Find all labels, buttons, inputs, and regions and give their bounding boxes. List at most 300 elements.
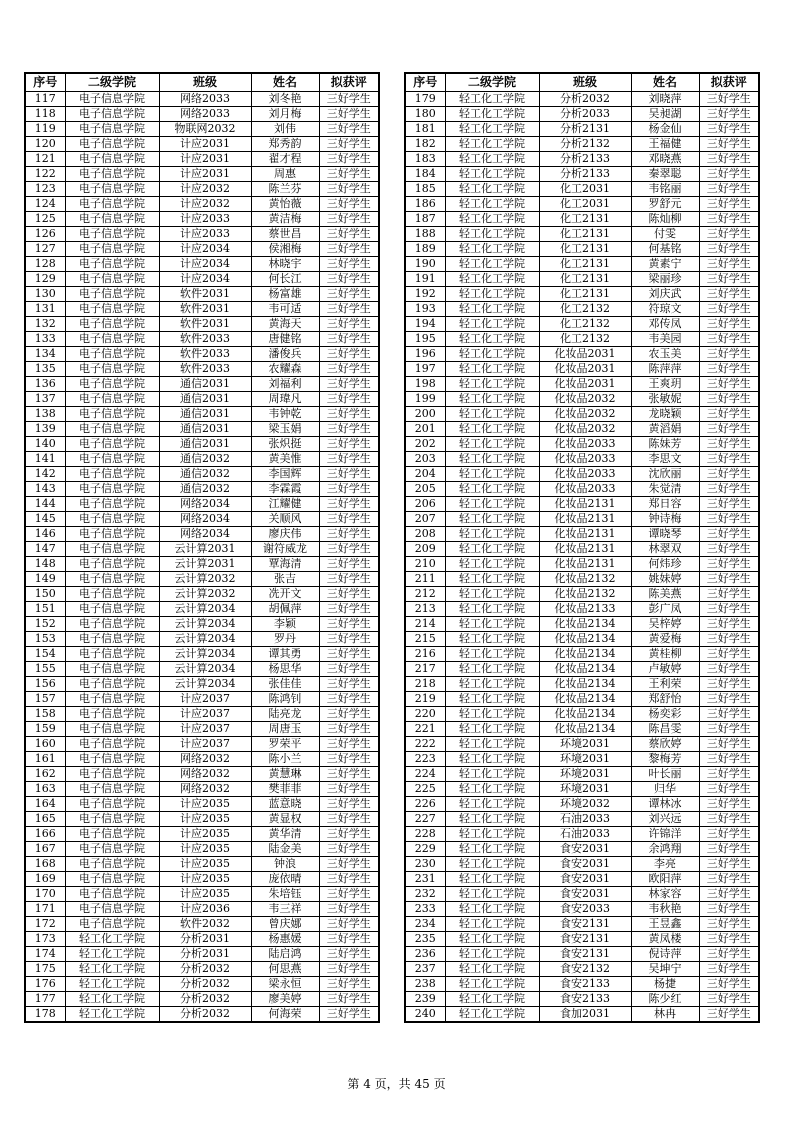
- cell-seq: 228: [405, 827, 445, 842]
- cell-college: 电子信息学院: [65, 452, 159, 467]
- cell-award: 三好学生: [699, 242, 759, 257]
- cell-college: 轻工化工学院: [65, 962, 159, 977]
- cell-college: 轻工化工学院: [445, 497, 539, 512]
- cell-award: 三好学生: [699, 977, 759, 992]
- cell-name: 何炜珍: [631, 557, 699, 572]
- cell-seq: 152: [25, 617, 65, 632]
- table-row: [25, 647, 379, 662]
- cell-name: 罗舒元: [631, 197, 699, 212]
- cell-class: 分析2031: [159, 947, 251, 962]
- cell-class: 计应2037: [159, 707, 251, 722]
- table-row: [405, 767, 759, 782]
- cell-college: 电子信息学院: [65, 92, 159, 107]
- cell-name: 谭其勇: [251, 647, 319, 662]
- cell-name: 陈萍萍: [631, 362, 699, 377]
- cell-college: 电子信息学院: [65, 617, 159, 632]
- cell-class: 分析2032: [539, 92, 631, 107]
- cell-award: 三好学生: [319, 392, 379, 407]
- header-name: 姓名: [631, 73, 699, 92]
- right-table: [404, 72, 760, 1023]
- cell-name: 谭晓琴: [631, 527, 699, 542]
- cell-name: 冼开文: [251, 587, 319, 602]
- cell-college: 轻工化工学院: [445, 317, 539, 332]
- cell-seq: 225: [405, 782, 445, 797]
- cell-award: 三好学生: [699, 482, 759, 497]
- cell-name: 陆启鸿: [251, 947, 319, 962]
- cell-seq: 168: [25, 857, 65, 872]
- cell-college: 电子信息学院: [65, 257, 159, 272]
- cell-class: 化妆品2033: [539, 437, 631, 452]
- cell-college: 轻工化工学院: [445, 257, 539, 272]
- cell-name: 郑日容: [631, 497, 699, 512]
- cell-class: 计应2036: [159, 902, 251, 917]
- cell-college: 电子信息学院: [65, 152, 159, 167]
- cell-award: 三好学生: [319, 107, 379, 122]
- cell-name: 韦可适: [251, 302, 319, 317]
- table-row: [25, 587, 379, 602]
- cell-class: 化妆品2032: [539, 422, 631, 437]
- cell-award: 三好学生: [319, 962, 379, 977]
- cell-name: 黄爱梅: [631, 632, 699, 647]
- cell-class: 化妆品2031: [539, 362, 631, 377]
- cell-college: 轻工化工学院: [445, 422, 539, 437]
- table-row: [405, 107, 759, 122]
- cell-class: 分析2032: [159, 977, 251, 992]
- cell-seq: 223: [405, 752, 445, 767]
- table-row: [405, 962, 759, 977]
- table-row: [25, 197, 379, 212]
- cell-college: 电子信息学院: [65, 572, 159, 587]
- cell-college: 轻工化工学院: [445, 827, 539, 842]
- cell-class: 分析2031: [159, 932, 251, 947]
- cell-class: 计应2031: [159, 137, 251, 152]
- cell-seq: 227: [405, 812, 445, 827]
- table-row: [25, 497, 379, 512]
- cell-class: 网络2033: [159, 92, 251, 107]
- cell-seq: 148: [25, 557, 65, 572]
- cell-award: 三好学生: [319, 257, 379, 272]
- cell-name: 黄凤楼: [631, 932, 699, 947]
- cell-class: 网络2034: [159, 527, 251, 542]
- cell-college: 电子信息学院: [65, 107, 159, 122]
- cell-seq: 224: [405, 767, 445, 782]
- cell-award: 三好学生: [699, 812, 759, 827]
- cell-seq: 124: [25, 197, 65, 212]
- cell-name: 王爽玥: [631, 377, 699, 392]
- table-row: [405, 917, 759, 932]
- cell-seq: 119: [25, 122, 65, 137]
- cell-class: 云计算2034: [159, 662, 251, 677]
- table-row: [25, 557, 379, 572]
- table-row: [25, 512, 379, 527]
- cell-seq: 200: [405, 407, 445, 422]
- cell-class: 化工2132: [539, 317, 631, 332]
- header-seq: 序号: [405, 73, 445, 92]
- table-row: [405, 512, 759, 527]
- cell-seq: 146: [25, 527, 65, 542]
- cell-class: 环境2031: [539, 782, 631, 797]
- cell-award: 三好学生: [319, 197, 379, 212]
- cell-class: 通信2032: [159, 482, 251, 497]
- cell-name: 张吉: [251, 572, 319, 587]
- table-row: [405, 527, 759, 542]
- cell-award: 三好学生: [699, 632, 759, 647]
- cell-name: 蔡欣婷: [631, 737, 699, 752]
- cell-award: 三好学生: [319, 542, 379, 557]
- cell-name: 谭林冰: [631, 797, 699, 812]
- cell-award: 三好学生: [319, 92, 379, 107]
- table-row: [25, 107, 379, 122]
- table-row: [405, 872, 759, 887]
- cell-award: 三好学生: [319, 167, 379, 182]
- cell-award: 三好学生: [699, 227, 759, 242]
- cell-name: 王昱鑫: [631, 917, 699, 932]
- cell-college: 电子信息学院: [65, 362, 159, 377]
- cell-name: 杨富雄: [251, 287, 319, 302]
- table-row: [405, 692, 759, 707]
- cell-college: 轻工化工学院: [445, 467, 539, 482]
- cell-name: 何长江: [251, 272, 319, 287]
- cell-award: 三好学生: [699, 257, 759, 272]
- table-row: [405, 317, 759, 332]
- cell-award: 三好学生: [319, 512, 379, 527]
- cell-college: 轻工化工学院: [445, 872, 539, 887]
- table-row: [405, 152, 759, 167]
- cell-college: 轻工化工学院: [445, 962, 539, 977]
- cell-college: 电子信息学院: [65, 437, 159, 452]
- cell-name: 侯湘梅: [251, 242, 319, 257]
- cell-college: 电子信息学院: [65, 122, 159, 137]
- cell-class: 通信2031: [159, 392, 251, 407]
- cell-name: 刘月梅: [251, 107, 319, 122]
- cell-college: 电子信息学院: [65, 377, 159, 392]
- table-row: [25, 782, 379, 797]
- cell-name: 刘冬艳: [251, 92, 319, 107]
- cell-seq: 218: [405, 677, 445, 692]
- cell-seq: 192: [405, 287, 445, 302]
- cell-class: 化妆品2134: [539, 647, 631, 662]
- cell-name: 黄怡薇: [251, 197, 319, 212]
- cell-seq: 135: [25, 362, 65, 377]
- cell-name: 郑秀韵: [251, 137, 319, 152]
- cell-college: 轻工化工学院: [445, 557, 539, 572]
- table-row: [405, 302, 759, 317]
- cell-class: 化妆品2031: [539, 377, 631, 392]
- cell-seq: 185: [405, 182, 445, 197]
- cell-award: 三好学生: [319, 917, 379, 932]
- cell-class: 化妆品2131: [539, 512, 631, 527]
- cell-class: 化妆品2132: [539, 572, 631, 587]
- cell-class: 食安2131: [539, 917, 631, 932]
- table-row: [405, 617, 759, 632]
- cell-name: 杨捷: [631, 977, 699, 992]
- cell-college: 轻工化工学院: [445, 1007, 539, 1023]
- table-row: [405, 887, 759, 902]
- cell-class: 化工2131: [539, 272, 631, 287]
- cell-seq: 138: [25, 407, 65, 422]
- cell-college: 电子信息学院: [65, 782, 159, 797]
- cell-seq: 208: [405, 527, 445, 542]
- cell-name: 陈鸿钊: [251, 692, 319, 707]
- cell-award: 三好学生: [319, 707, 379, 722]
- cell-award: 三好学生: [699, 932, 759, 947]
- cell-seq: 157: [25, 692, 65, 707]
- cell-college: 轻工化工学院: [445, 692, 539, 707]
- cell-name: 朱觉清: [631, 482, 699, 497]
- cell-award: 三好学生: [319, 1007, 379, 1023]
- cell-class: 环境2031: [539, 767, 631, 782]
- cell-seq: 173: [25, 932, 65, 947]
- cell-college: 电子信息学院: [65, 707, 159, 722]
- cell-name: 黄慧琳: [251, 767, 319, 782]
- table-row: [25, 527, 379, 542]
- cell-seq: 131: [25, 302, 65, 317]
- cell-award: 三好学生: [319, 662, 379, 677]
- cell-name: 陈灿柳: [631, 212, 699, 227]
- cell-award: 三好学生: [319, 452, 379, 467]
- cell-name: 周唐玉: [251, 722, 319, 737]
- cell-name: 张炽挺: [251, 437, 319, 452]
- cell-seq: 201: [405, 422, 445, 437]
- cell-college: 轻工化工学院: [445, 902, 539, 917]
- cell-class: 通信2031: [159, 422, 251, 437]
- cell-college: 电子信息学院: [65, 602, 159, 617]
- cell-award: 三好学生: [319, 407, 379, 422]
- cell-class: 计应2033: [159, 212, 251, 227]
- cell-class: 化妆品2033: [539, 482, 631, 497]
- table-row: [25, 602, 379, 617]
- cell-seq: 164: [25, 797, 65, 812]
- cell-college: 轻工化工学院: [445, 782, 539, 797]
- table-row: [405, 332, 759, 347]
- cell-college: 轻工化工学院: [445, 197, 539, 212]
- cell-seq: 202: [405, 437, 445, 452]
- table-row: [405, 992, 759, 1007]
- cell-seq: 130: [25, 287, 65, 302]
- cell-award: 三好学生: [699, 362, 759, 377]
- table-row: [25, 857, 379, 872]
- cell-college: 电子信息学院: [65, 512, 159, 527]
- cell-college: 电子信息学院: [65, 527, 159, 542]
- cell-college: 电子信息学院: [65, 167, 159, 182]
- table-row: [25, 977, 379, 992]
- table-row: [405, 557, 759, 572]
- cell-name: 刘兴远: [631, 812, 699, 827]
- cell-seq: 205: [405, 482, 445, 497]
- cell-class: 计应2033: [159, 227, 251, 242]
- header-class: 班级: [539, 73, 631, 92]
- table-row: [25, 167, 379, 182]
- cell-award: 三好学生: [699, 692, 759, 707]
- cell-college: 轻工化工学院: [445, 167, 539, 182]
- cell-seq: 232: [405, 887, 445, 902]
- cell-award: 三好学生: [699, 287, 759, 302]
- cell-award: 三好学生: [699, 497, 759, 512]
- cell-award: 三好学生: [319, 422, 379, 437]
- cell-seq: 239: [405, 992, 445, 1007]
- cell-name: 梁玉娟: [251, 422, 319, 437]
- cell-name: 农玉美: [631, 347, 699, 362]
- cell-class: 计应2035: [159, 842, 251, 857]
- cell-class: 云计算2031: [159, 557, 251, 572]
- cell-college: 电子信息学院: [65, 797, 159, 812]
- table-row: [25, 317, 379, 332]
- cell-name: 欧阳萍: [631, 872, 699, 887]
- cell-seq: 141: [25, 452, 65, 467]
- cell-seq: 174: [25, 947, 65, 962]
- cell-college: 轻工化工学院: [445, 137, 539, 152]
- cell-college: 电子信息学院: [65, 227, 159, 242]
- cell-seq: 156: [25, 677, 65, 692]
- cell-college: 电子信息学院: [65, 542, 159, 557]
- table-row: [405, 137, 759, 152]
- cell-seq: 219: [405, 692, 445, 707]
- table-row: [405, 167, 759, 182]
- cell-class: 化工2031: [539, 182, 631, 197]
- table-row: [405, 947, 759, 962]
- cell-class: 化工2132: [539, 302, 631, 317]
- cell-seq: 145: [25, 512, 65, 527]
- cell-seq: 155: [25, 662, 65, 677]
- cell-class: 云计算2032: [159, 572, 251, 587]
- cell-class: 物联网2032: [159, 122, 251, 137]
- cell-college: 电子信息学院: [65, 677, 159, 692]
- cell-seq: 158: [25, 707, 65, 722]
- cell-class: 化妆品2134: [539, 707, 631, 722]
- cell-class: 化工2132: [539, 332, 631, 347]
- cell-seq: 166: [25, 827, 65, 842]
- cell-seq: 191: [405, 272, 445, 287]
- cell-award: 三好学生: [699, 587, 759, 602]
- header-award: 拟获评: [319, 73, 379, 92]
- cell-class: 云计算2034: [159, 617, 251, 632]
- cell-class: 计应2035: [159, 797, 251, 812]
- table-row: [25, 737, 379, 752]
- table-row: [405, 497, 759, 512]
- cell-seq: 222: [405, 737, 445, 752]
- cell-award: 三好学生: [319, 872, 379, 887]
- table-row: [405, 362, 759, 377]
- cell-class: 通信2031: [159, 407, 251, 422]
- cell-seq: 195: [405, 332, 445, 347]
- cell-college: 轻工化工学院: [445, 842, 539, 857]
- cell-college: 轻工化工学院: [445, 212, 539, 227]
- table-row: [405, 977, 759, 992]
- cell-class: 计应2031: [159, 152, 251, 167]
- cell-seq: 151: [25, 602, 65, 617]
- cell-award: 三好学生: [319, 347, 379, 362]
- cell-class: 网络2032: [159, 782, 251, 797]
- cell-college: 轻工化工学院: [445, 227, 539, 242]
- cell-class: 计应2032: [159, 182, 251, 197]
- cell-award: 三好学生: [319, 497, 379, 512]
- cell-class: 通信2031: [159, 377, 251, 392]
- cell-name: 黄华清: [251, 827, 319, 842]
- cell-name: 杨惠媛: [251, 932, 319, 947]
- cell-seq: 226: [405, 797, 445, 812]
- table-row: [405, 707, 759, 722]
- cell-class: 食安2133: [539, 992, 631, 1007]
- cell-college: 轻工化工学院: [445, 947, 539, 962]
- cell-seq: 127: [25, 242, 65, 257]
- cell-class: 云计算2034: [159, 602, 251, 617]
- cell-class: 化工2131: [539, 287, 631, 302]
- cell-name: 杨奕彩: [631, 707, 699, 722]
- table-row: [405, 452, 759, 467]
- table-row: [25, 902, 379, 917]
- cell-name: 符琼文: [631, 302, 699, 317]
- cell-college: 轻工化工学院: [445, 392, 539, 407]
- cell-college: 轻工化工学院: [445, 677, 539, 692]
- cell-college: 轻工化工学院: [445, 287, 539, 302]
- cell-award: 三好学生: [699, 212, 759, 227]
- cell-seq: 177: [25, 992, 65, 1007]
- table-row: [405, 377, 759, 392]
- cell-award: 三好学生: [699, 377, 759, 392]
- cell-name: 樊菲菲: [251, 782, 319, 797]
- cell-award: 三好学生: [699, 317, 759, 332]
- cell-award: 三好学生: [319, 977, 379, 992]
- cell-college: 轻工化工学院: [445, 617, 539, 632]
- table-row: [25, 377, 379, 392]
- cell-class: 化妆品2132: [539, 587, 631, 602]
- cell-award: 三好学生: [319, 137, 379, 152]
- cell-award: 三好学生: [699, 842, 759, 857]
- table-row: [25, 677, 379, 692]
- cell-class: 通信2031: [159, 437, 251, 452]
- cell-award: 三好学生: [319, 722, 379, 737]
- cell-award: 三好学生: [699, 707, 759, 722]
- header-class: 班级: [159, 73, 251, 92]
- cell-class: 化妆品2033: [539, 467, 631, 482]
- table-row: [405, 587, 759, 602]
- table-row: [25, 407, 379, 422]
- cell-award: 三好学生: [319, 287, 379, 302]
- table-row: [405, 227, 759, 242]
- cell-college: 电子信息学院: [65, 392, 159, 407]
- table-row: [25, 272, 379, 287]
- cell-class: 化工2031: [539, 197, 631, 212]
- cell-college: 轻工化工学院: [65, 1007, 159, 1023]
- cell-class: 环境2031: [539, 752, 631, 767]
- table-row: [405, 782, 759, 797]
- cell-seq: 170: [25, 887, 65, 902]
- table-row: [405, 197, 759, 212]
- left-table: [24, 72, 380, 1023]
- cell-name: 沈欣丽: [631, 467, 699, 482]
- cell-name: 黄美惟: [251, 452, 319, 467]
- table-row: [25, 692, 379, 707]
- table-row: [405, 632, 759, 647]
- cell-college: 电子信息学院: [65, 137, 159, 152]
- cell-award: 三好学生: [319, 677, 379, 692]
- cell-award: 三好学生: [699, 662, 759, 677]
- cell-college: 轻工化工学院: [445, 932, 539, 947]
- cell-name: 黄显权: [251, 812, 319, 827]
- cell-name: 杨金仙: [631, 122, 699, 137]
- cell-seq: 199: [405, 392, 445, 407]
- cell-class: 化妆品2032: [539, 407, 631, 422]
- cell-class: 网络2034: [159, 512, 251, 527]
- cell-seq: 196: [405, 347, 445, 362]
- cell-seq: 215: [405, 632, 445, 647]
- left-table-body: [25, 92, 379, 1023]
- cell-name: 张佳佳: [251, 677, 319, 692]
- cell-college: 电子信息学院: [65, 722, 159, 737]
- cell-name: 廖美婷: [251, 992, 319, 1007]
- cell-award: 三好学生: [699, 512, 759, 527]
- cell-seq: 235: [405, 932, 445, 947]
